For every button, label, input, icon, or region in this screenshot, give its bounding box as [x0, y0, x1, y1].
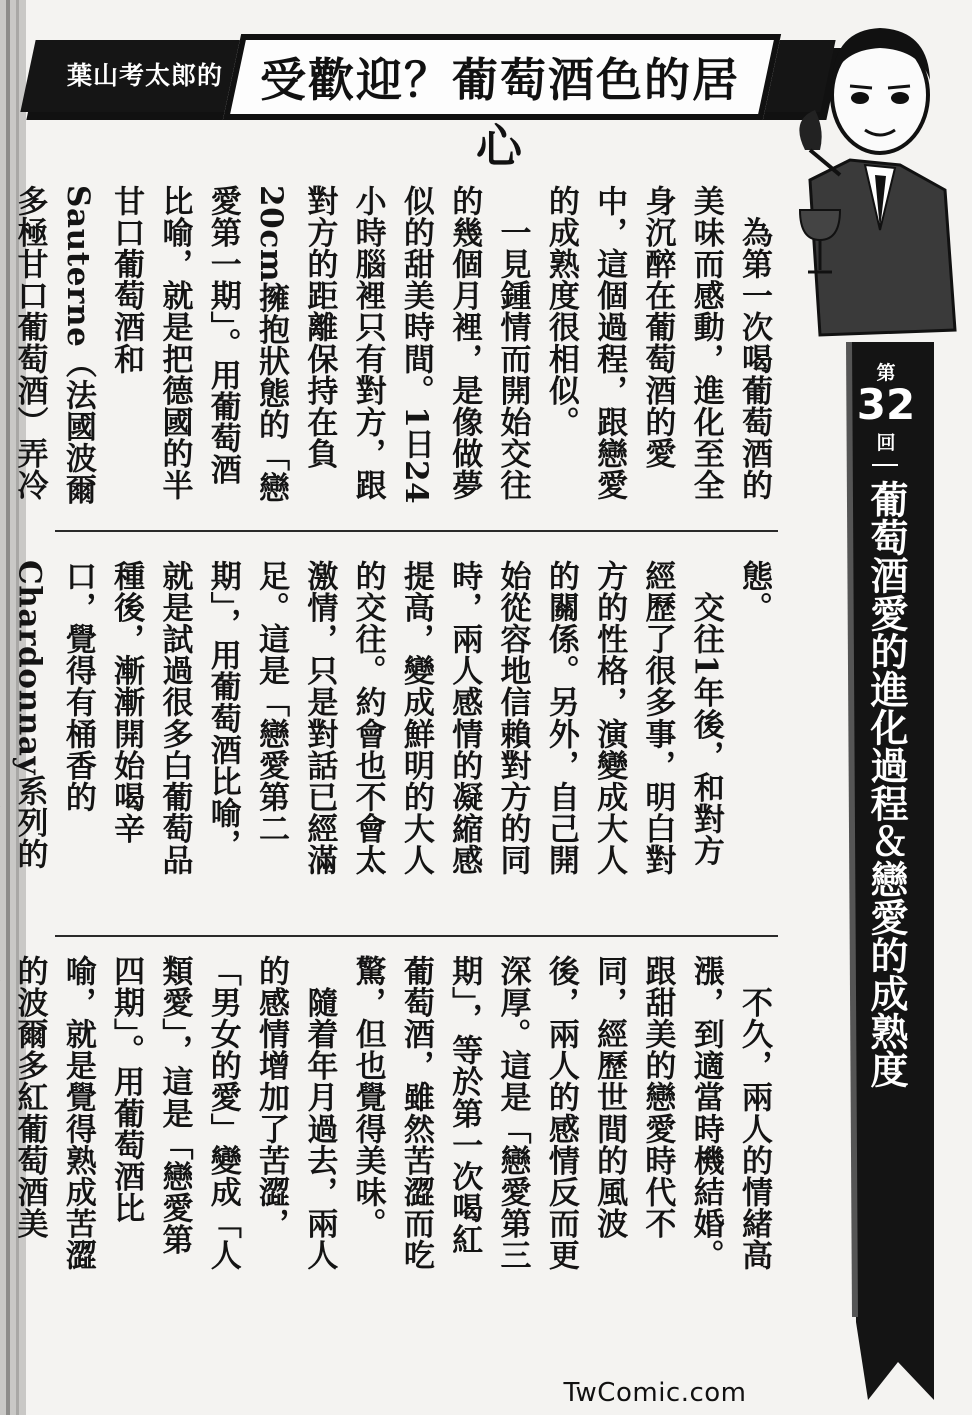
author-label: 葉山考太郎的 [66, 61, 223, 90]
section-divider-2 [55, 935, 778, 937]
section-text-2: 態。 交往1年後，和對方經歷了很多事，明白對方的性格，演變成大人的關係。另外，自己開始從容地信賴對方的同時，兩人感情的凝縮感提高，變成鮮明的大人的交往。約會也不會太激情，只是對話已經滿足。這是「戀愛第二期」，用葡萄酒比喻，就是試過很多白葡萄品種後，漸漸開始喝辛口，覺得有桶香的Chardonnay系列的 [11, 560, 772, 876]
episode-subtitle: 葡萄酒愛的進化過程＆戀愛的成熟度 [864, 480, 908, 1088]
article-section-2 [11, 560, 778, 890]
episode-suffix: 回 [876, 432, 896, 454]
page-title: 受歡迎？葡萄酒色的居心 [260, 53, 740, 173]
section-divider-1 [55, 530, 778, 532]
episode-divider [872, 464, 898, 466]
episode-prefix: 第 [876, 362, 896, 384]
episode-number: 32 [856, 380, 916, 429]
character-illustration [780, 0, 972, 345]
article-section-3 [11, 955, 778, 1285]
section-text-3: 不久，兩人的情緒高漲，到適當時機結婚。跟甜美的戀愛時代不同，經歷世間的風波後，兩人的感情反而更深厚。這是「戀愛第三期」，等於第一次喝紅葡萄酒，雖然苦澀而吃驚，但也覺得美味。 隨着年月過去，兩人的感情增加了苦澀，「男女的愛」變成「人類愛」，這是「戀愛第四期」。用葡萄酒比喻，就是覺得熟成苦澀的波爾多紅葡萄酒美 [11, 955, 772, 1271]
section-text-1: 為第一次喝葡萄酒的美味而感動，進化至全身沉醉在葡萄酒的愛中，這個過程，跟戀愛的成熟度很相似。 一見鍾情而開始交往的幾個月裡，是像做夢似的甜美時間。1日24小時腦裡只有對方，跟對方的距離保持在負20cm擁抱狀態的「戀愛第一期」。用葡萄酒比喻，就是把德國的半甘口葡萄酒和Sauterne（法國波爾多極甘口葡萄酒）弄冷 [11, 185, 772, 506]
watermark: TwComic.com [563, 1378, 747, 1408]
article-section-1 [11, 185, 778, 515]
